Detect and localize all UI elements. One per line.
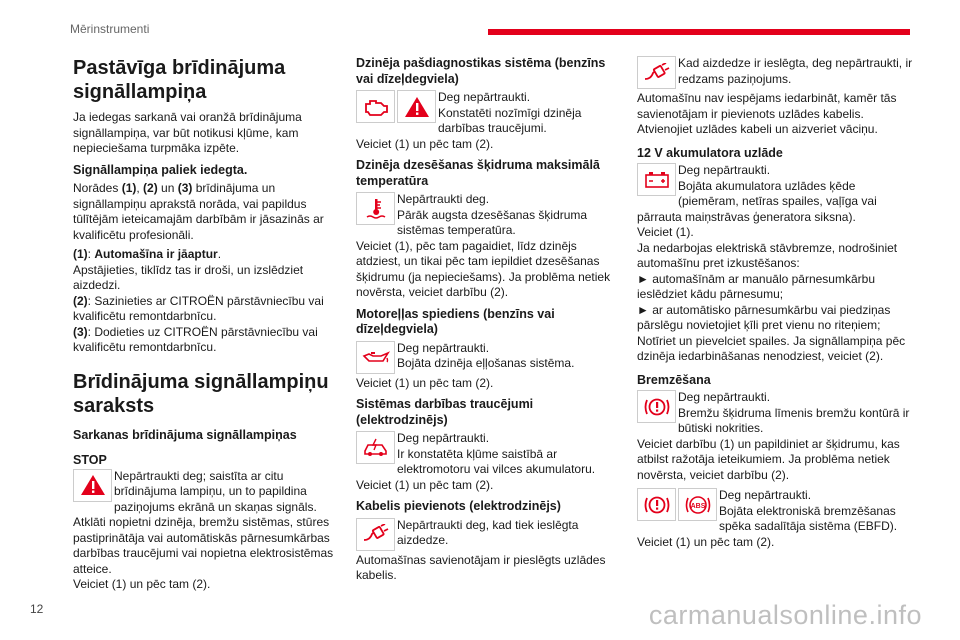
stop-description: Nepārtraukti deg; saistīta ar citu brīdinājuma lampiņu, un to papildina paziņojums ekrānā un skaņas signāls. — [114, 468, 317, 514]
cable-cont-item — [637, 56, 915, 138]
cable-line-2: Automašīnas savienotājam ir pieslēgts uzlādes kabelis. — [356, 552, 606, 582]
oil-item — [356, 341, 618, 392]
battery-icon — [637, 163, 676, 196]
abs-icon-label: ABS — [690, 502, 705, 510]
ebfd-item — [637, 488, 915, 550]
red-lamps-heading: Sarkanas brīdinājuma signāllampiņas — [73, 427, 297, 442]
coolant-item — [356, 192, 618, 301]
battery-title: 12 V akumulatora uzlāde — [637, 145, 783, 160]
page-title: Pastāvīga brīdinājuma signāllampiņa — [73, 57, 286, 103]
subheading: Signāllampiņa paliek iedegta. — [73, 162, 248, 177]
brake-item — [637, 390, 915, 483]
engine-diag-line-2: Konstatēti nozīmīgi dzinēja darbības traucējumi. — [438, 105, 582, 135]
brake-line-1: Deg nepārtraukti. — [678, 390, 771, 404]
legend-paragraph: Norādes (1), (2) un (3) brīdinājuma un signāllampiņu aprakstā norāda, vai papildus tūlītējām ieteicamajām darbībām ir jāsazinās ar kvalificētu profesionāli. — [73, 181, 324, 242]
coolant-temperature-icon — [356, 192, 395, 225]
ebfd-action: Veiciet (1) un pēc tam (2). — [637, 534, 775, 549]
watermark: carmanualsonline.info — [648, 600, 922, 630]
abs-icon — [678, 488, 717, 521]
electric-fault-item — [356, 431, 618, 493]
battery-line-3: Veiciet (1). — [637, 225, 694, 239]
battery-line-7: Notīriet un pievelciet spailes. Ja signāllampiņa pēc dzinēja iedarbināšanas nenodziest, veiciet (2). — [637, 333, 906, 363]
charging-plug-icon — [356, 518, 395, 551]
cable-title: Kabelis pievienots (elektrodzinējs) — [356, 499, 561, 513]
coolant-action: Veiciet (1), pēc tam pagaidiet, līdz dzinējs atdziest, un tikai pēc tam iepildiet dzesēšanas šķidrumu (ja nepieciešams). Ja problēma netiek novērsta, veiciet darbību (2). — [356, 238, 611, 299]
electric-fault-action: Veiciet (1) un pēc tam (2). — [356, 477, 494, 492]
cable-cont-line-1: Kad aizdedze ir ieslēgta, deg nepārtraukti, ir redzams paziņojums. — [678, 56, 913, 86]
battery-line-1: Deg nepārtraukti. — [678, 163, 771, 177]
column-3 — [637, 56, 915, 555]
section-title: Mērinstrumenti — [70, 22, 150, 36]
rule-3: (3): Dodieties uz CITROËN pārstāvniecību vai kvalificētu remontdarbnīcu. — [73, 324, 318, 354]
stop-item — [73, 469, 341, 593]
brake-icon — [637, 488, 676, 521]
stop-text: Atklāti nopietni dzinēja, bremžu sistēmas, stūres pastiprinātāja vai automātiskās pārnesumkārbas darbības traucējumi vai nopietna elektrosistēmas atteice. — [73, 515, 334, 576]
battery-line-6: ► ar automātisko pārnesumkārbu vai piedziņas pārslēgu novietojiet ķīli pret vienu no riteņiem; — [637, 302, 891, 332]
brake-title: Bremzēšana — [637, 372, 711, 387]
battery-item — [637, 163, 915, 365]
battery-line-5: ► automašīnām ar manuālo pārnesumkārbu ieslēdziet kādu pārnesumu; — [637, 271, 875, 301]
electric-fault-line-2: Ir konstatēta kļūme saistībā ar elektromotoru vai vilces akumulatoru. — [397, 446, 596, 476]
stop-action: Veiciet (1) un pēc tam (2). — [73, 577, 211, 591]
engine-diag-line-1: Deg nepārtraukti. — [438, 90, 531, 104]
header-accent-bar — [488, 29, 910, 35]
ebfd-line-2: Bojāta elektroniskā bremzēšanas spēka sadalītāja sistēma (EBFD). — [719, 503, 898, 533]
stop-label: STOP — [73, 453, 107, 467]
rule-1-text: Apstājieties, tiklīdz tas ir droši, un izslēdziet aizdedzi. — [73, 262, 304, 292]
column-2 — [356, 56, 618, 589]
oil-line-2: Bojāta dzinēja eļļošanas sistēma. — [397, 356, 575, 370]
column-1 — [73, 56, 341, 598]
coolant-title: Dzinēja dzesēšanas šķidruma maksimālā temperatūra — [356, 158, 600, 188]
brake-action: Veiciet darbību (1) un papildiniet ar šķidrumu, kas atbilst ražotāja ieteikumiem. Ja problēma netiek novērsta, veiciet darbību (2). — [637, 436, 900, 482]
oil-action: Veiciet (1) un pēc tam (2). — [356, 375, 494, 390]
engine-diag-action: Veiciet (1) un pēc tam (2). — [356, 136, 494, 151]
charging-plug-icon — [637, 56, 676, 89]
cable-cont-line-2: Automašīnu nav iespējams iedarbināt, kamēr tās savienotājam ir pievienots uzlādes kabelis. — [637, 91, 897, 121]
oil-title: Motoreļļas spiediens (benzīns vai dīzeļdegviela) — [356, 306, 555, 336]
intro-text: Ja iedegas sarkanā vai oranžā brīdinājuma signāllampiņa, var būt notikusi kļūme, kam nepieciešama turpmāka izpēte. — [73, 110, 302, 155]
rule-2: (2): Sazinieties ar CITROËN pārstāvniecību vai kvalificētu remontdarbnīcu. — [73, 293, 324, 323]
page-number: 12 — [30, 602, 44, 616]
coolant-line-2: Pārāk augsta dzesēšanas šķidruma sistēmas temperatūra. — [397, 207, 588, 237]
cable-cont-line-3: Atvienojiet uzlādes kabeli un aizveriet vāciņu. — [637, 122, 878, 136]
engine-diag-item — [356, 90, 618, 152]
warning-triangle-icon — [397, 90, 436, 123]
cable-item — [356, 518, 618, 584]
engine-diag-title: Dzinēja pašdiagnostikas sistēma (benzīns vai dīzeļdegviela) — [356, 56, 606, 86]
brake-line-2: Bremžu šķidruma līmenis bremžu kontūrā ir būtiski nokrities. — [678, 405, 910, 435]
oil-pressure-icon — [356, 341, 395, 374]
electric-fault-line-1: Deg nepārtraukti. — [397, 431, 490, 445]
rule-1: (1): Automašīna ir jāaptur. — [73, 247, 222, 261]
list-title: Brīdinājuma signāllampiņu saraksts — [73, 370, 329, 417]
warning-triangle-icon — [73, 469, 112, 502]
battery-line-4: Ja nedarbojas elektriskā stāvbremze, nodrošiniet automašīnu pret izkustēšanos: — [637, 240, 898, 270]
coolant-line-1: Nepārtraukti deg. — [397, 192, 490, 206]
ebfd-line-1: Deg nepārtraukti. — [719, 488, 812, 502]
electric-fault-title: Sistēmas darbības traucējumi (elektrodzinējs) — [356, 397, 534, 427]
cable-line-1: Nepārtraukti deg, kad tiek ieslēgta aizdedze. — [397, 517, 579, 547]
electric-car-fault-icon — [356, 431, 395, 464]
battery-line-2: Bojāta akumulatora uzlādes ķēde (piemēram, netīras spailes, vaļīga vai pārrauta maiņstrāvas ģeneratora siksna). — [637, 178, 877, 224]
oil-line-1: Deg nepārtraukti. — [397, 340, 490, 355]
engine-icon — [356, 90, 395, 123]
brake-icon — [637, 390, 676, 423]
